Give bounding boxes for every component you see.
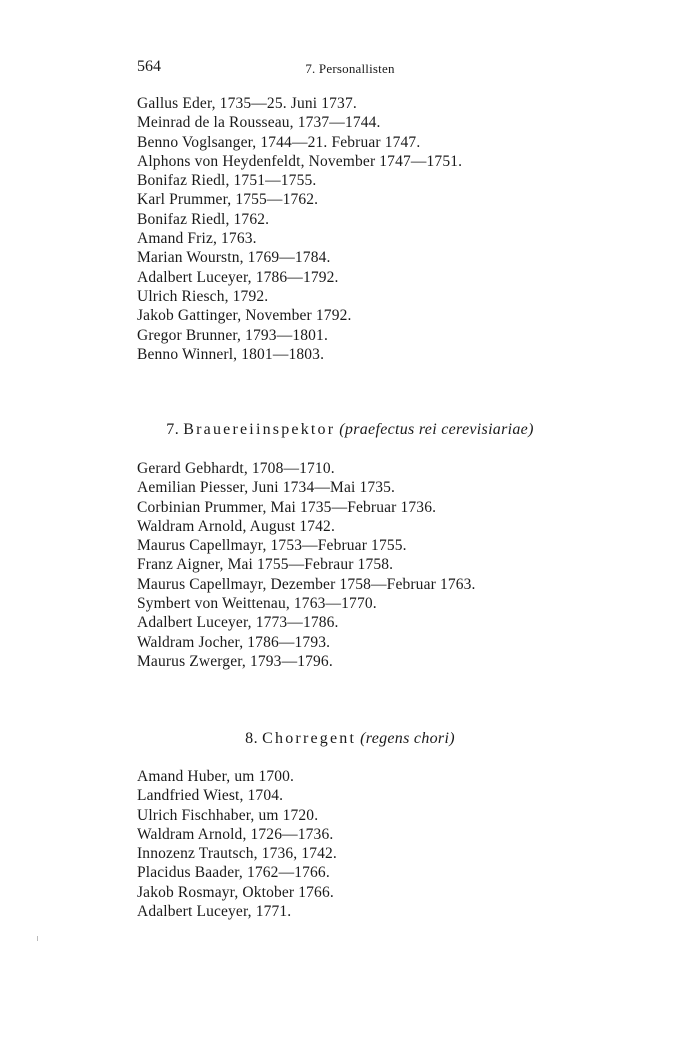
- list-item: Landfried Wiest, 1704.: [137, 787, 284, 805]
- list-item: Meinrad de la Rousseau, 1737—1744.: [137, 114, 381, 132]
- entry-list-section-6: [137, 94, 462, 364]
- section-number: 8.: [245, 730, 259, 747]
- list-item: Amand Huber, um 1700.: [137, 768, 295, 785]
- list-item: Adalbert Luceyer, 1771.: [137, 903, 292, 921]
- entry-list-section-7: [137, 459, 476, 671]
- list-item: Symbert von Weittenau, 1763—1770.: [137, 595, 377, 613]
- entry-list-section-8: [137, 767, 337, 921]
- section-title: Brauereiinspektor: [183, 421, 336, 438]
- list-item: Aemilian Piesser, Juni 1734—Mai 1735.: [137, 479, 396, 497]
- list-item: Benno Voglsanger, 1744—21. Februar 1747.: [137, 133, 421, 151]
- list-item: Jakob Rosmayr, Oktober 1766.: [137, 883, 334, 901]
- list-item: Maurus Capellmayr, Dezember 1758—Februar 1763.: [137, 575, 476, 593]
- list-item: Gerard Gebhardt, 1708—1710.: [137, 460, 335, 477]
- section-number: 7.: [166, 421, 180, 438]
- list-item: Alphons von Heydenfeldt, November 1747—1751.: [137, 152, 463, 170]
- list-item: Gallus Eder, 1735—25. Juni 1737.: [137, 95, 357, 112]
- list-item: Gregor Brunner, 1793—1801.: [137, 326, 328, 344]
- section-latin-title: (regens chori): [360, 730, 455, 747]
- list-item: Waldram Jocher, 1786—1793.: [137, 633, 331, 651]
- list-item: Bonifaz Riedl, 1751—1755.: [137, 172, 317, 190]
- page-number: 564: [137, 58, 161, 75]
- list-item: Placidus Baader, 1762—1766.: [137, 864, 330, 882]
- section-heading-chorregent: [0, 729, 700, 749]
- margin-mark: [37, 936, 38, 941]
- list-item: Franz Aigner, Mai 1755—Febraur 1758.: [137, 556, 394, 574]
- list-item: Ulrich Riesch, 1792.: [137, 287, 269, 305]
- list-item: Waldram Arnold, August 1742.: [137, 517, 335, 535]
- list-item: Maurus Zwerger, 1793—1796.: [137, 652, 333, 670]
- section-title: Chorregent: [262, 730, 357, 747]
- list-item: Bonifaz Riedl, 1762.: [137, 210, 270, 228]
- list-item: Jakob Gattinger, November 1792.: [137, 307, 352, 325]
- list-item: Adalbert Luceyer, 1786—1792.: [137, 268, 339, 286]
- list-item: Karl Prummer, 1755—1762.: [137, 191, 319, 209]
- section-latin-title: (praefectus rei cerevisiariae): [339, 421, 534, 438]
- list-item: Amand Friz, 1763.: [137, 230, 257, 248]
- list-item: Marian Wourstn, 1769—1784.: [137, 249, 331, 267]
- list-item: Benno Winnerl, 1801—1803.: [137, 345, 325, 363]
- list-item: Waldram Arnold, 1726—1736.: [137, 825, 334, 843]
- list-item: Maurus Capellmayr, 1753—Februar 1755.: [137, 537, 407, 555]
- list-item: Adalbert Luceyer, 1773—1786.: [137, 614, 339, 632]
- section-heading-brauereiinspektor: [0, 420, 700, 440]
- list-item: Ulrich Fischhaber, um 1720.: [137, 806, 319, 824]
- list-item: Innozenz Trautsch, 1736, 1742.: [137, 845, 337, 863]
- running-head: 7. Personallisten: [305, 61, 395, 76]
- list-item: Corbinian Prummer, Mai 1735—Februar 1736.: [137, 498, 437, 516]
